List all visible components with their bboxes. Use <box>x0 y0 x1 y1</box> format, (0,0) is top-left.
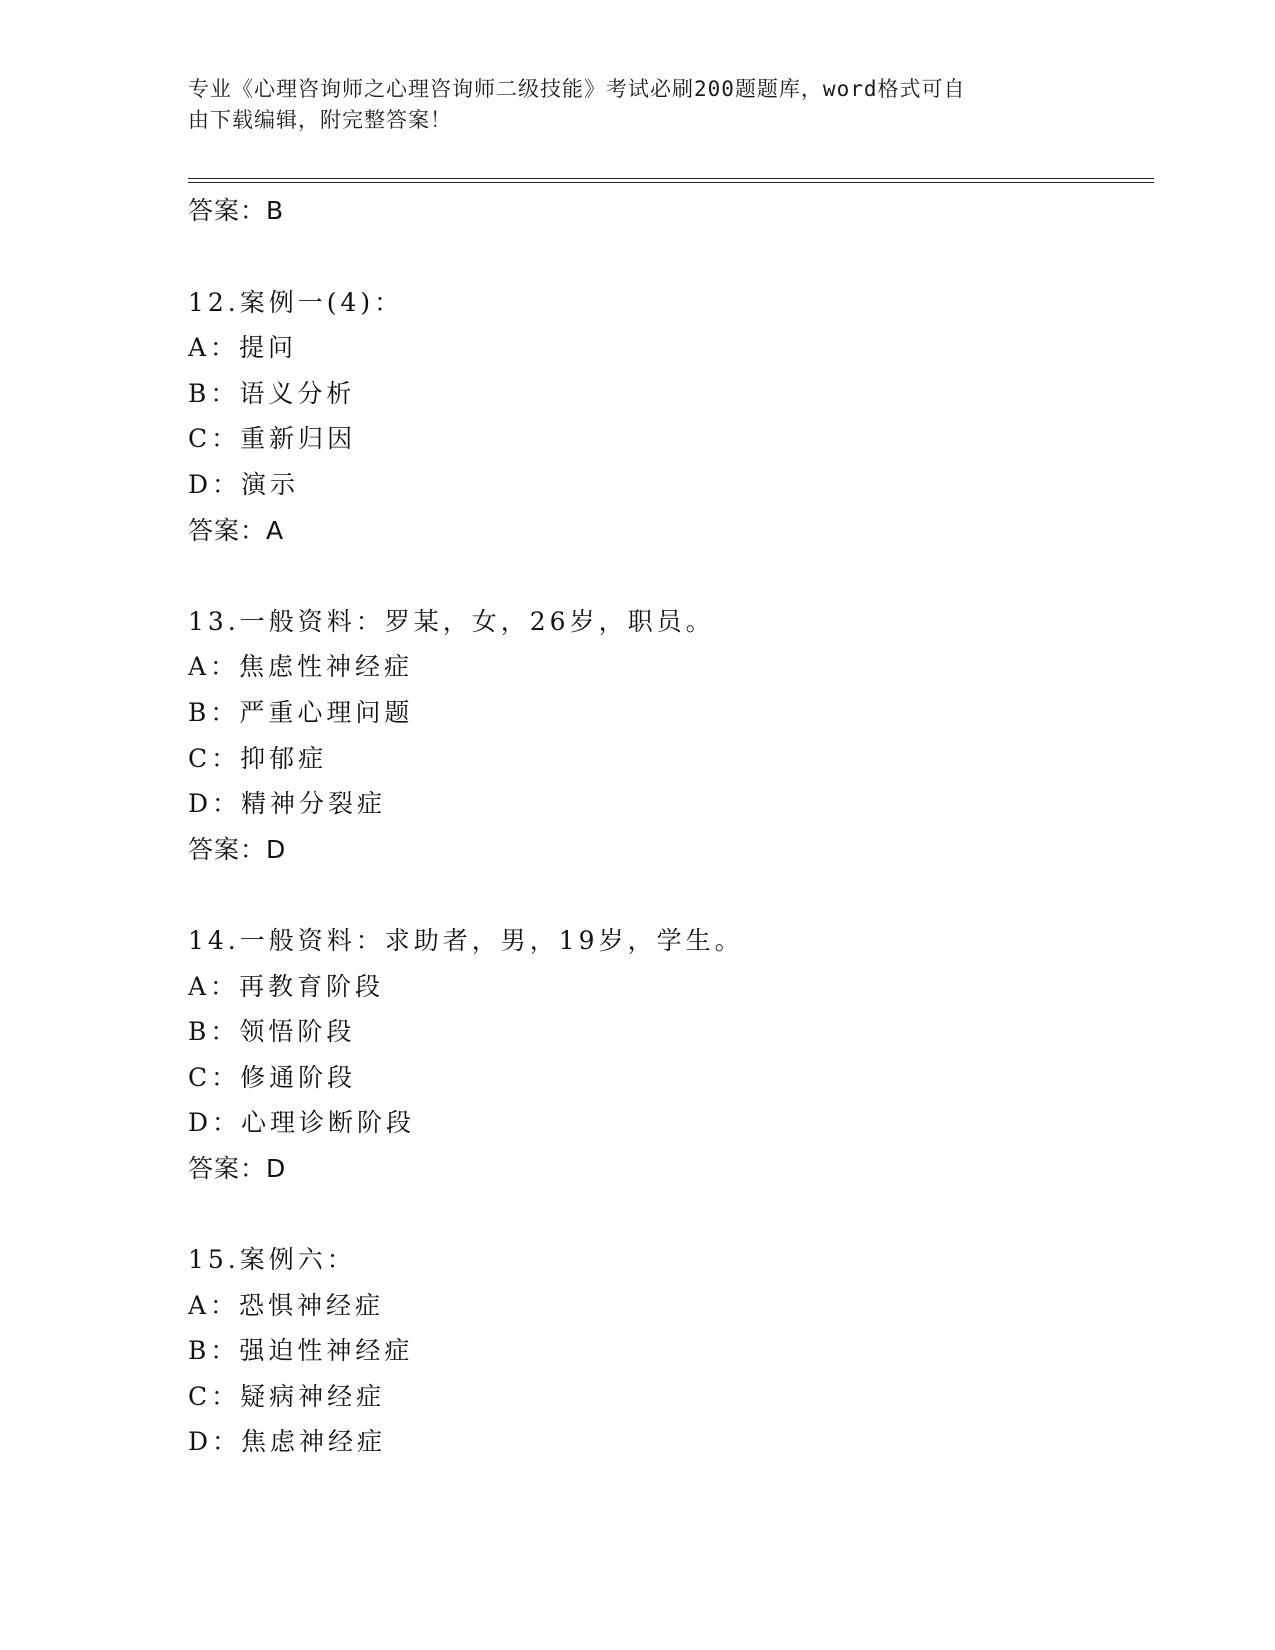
option-a: A：焦虑性神经症 <box>188 652 414 682</box>
header-line-2: 由下载编辑，附完整答案！ <box>188 108 452 132</box>
answer-line: 答案：A <box>188 515 285 545</box>
option-b: B：强迫性神经症 <box>188 1336 414 1366</box>
option-b: B：领悟阶段 <box>188 1017 356 1047</box>
option-d: D：精神分裂症 <box>188 789 387 819</box>
option-a: A：提问 <box>188 333 298 363</box>
question-stem: 14.一般资料：求助者，男，19岁，学生。 <box>188 925 744 955</box>
question-stem: 15.案例六： <box>188 1245 356 1275</box>
question-list <box>188 188 1148 1465</box>
header-line-1: 专业《心理咨询师之心理咨询师二级技能》考试必刷200题题库，word格式可自 <box>188 77 966 101</box>
answer-line: 答案：D <box>188 834 287 864</box>
document-header <box>188 74 1068 136</box>
answer-line: 答案：D <box>188 1153 287 1183</box>
option-d: D：焦虑神经症 <box>188 1427 387 1457</box>
option-c: C：抑郁症 <box>188 743 328 773</box>
option-b: B：语义分析 <box>188 378 356 408</box>
option-c: C：重新归因 <box>188 424 357 454</box>
option-c: C：修通阶段 <box>188 1062 357 1092</box>
option-d: D：演示 <box>188 469 300 499</box>
option-b: B：严重心理问题 <box>188 697 414 727</box>
answer-line: 答案：B <box>188 196 285 225</box>
header-divider-bottom <box>188 182 1154 183</box>
option-a: A：再教育阶段 <box>188 971 385 1001</box>
option-a: A：恐惧神经症 <box>188 1290 385 1320</box>
question-stem: 12.案例一(4)： <box>188 287 404 317</box>
option-d: D：心理诊断阶段 <box>188 1108 416 1138</box>
option-c: C：疑病神经症 <box>188 1381 386 1411</box>
question-stem: 13.一般资料：罗某，女，26岁，职员。 <box>188 606 715 636</box>
header-divider-top <box>188 178 1154 179</box>
